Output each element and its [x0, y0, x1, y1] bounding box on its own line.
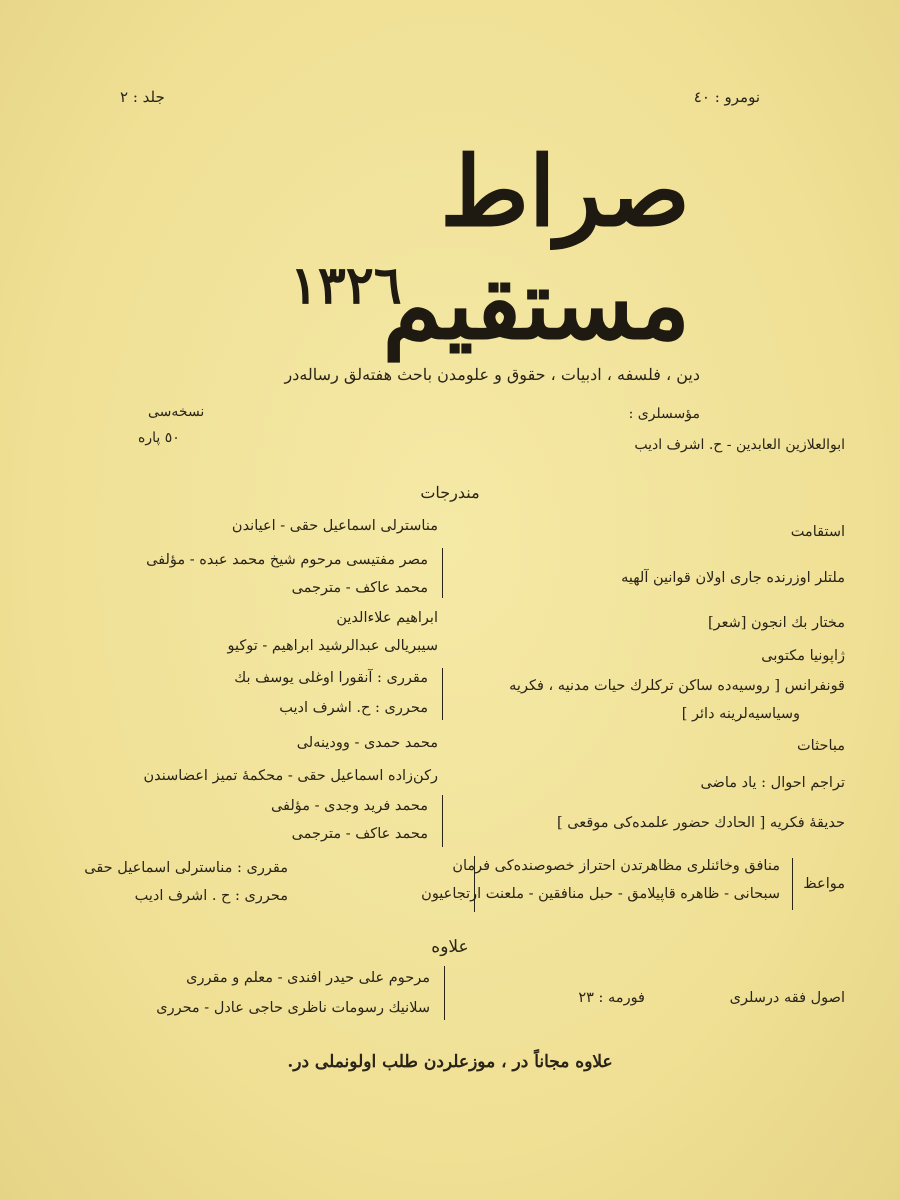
contents-title: قونفرانس [ روسیه‌ده ساکن ترکلرك حیات مدنیه ، فکریه — [509, 678, 845, 694]
contents-author: محمد عاکف - مترجمی — [291, 826, 428, 842]
mevaiz-author: مقرری : مناسترلی اسماعیل حقی — [84, 860, 288, 876]
contents-title: ژاپونیا مکتوبی — [761, 648, 845, 664]
contents-author: ابراهیم علاءالدین — [336, 610, 438, 626]
author-bracket — [438, 548, 443, 598]
price-value: ٥٠ پاره — [138, 430, 180, 446]
contents-title: مباحثات — [797, 738, 845, 754]
supplement-author: مرحوم علی حیدر افندی - معلم و مقرری — [186, 970, 430, 986]
contents-title: استقامت — [790, 524, 845, 540]
author-bracket — [438, 668, 443, 720]
mevaiz-divider — [470, 856, 475, 912]
contents-author: مناسترلی اسماعیل حقی - اعیاندن — [231, 518, 438, 534]
masthead-calligraphy — [230, 115, 730, 361]
supplement-title: اصول فقه درسلری — [729, 990, 845, 1006]
issue-number: نومرو : ٤٠ — [693, 88, 760, 106]
mevaiz-author: محرری : ح . اشرف ادیب — [134, 888, 288, 904]
contents-author: محرری : ح. اشرف ادیب — [279, 700, 428, 716]
volume-number: جلد : ٢ — [120, 88, 165, 106]
contents-title: مختار بك انجون [شعر] — [707, 615, 845, 631]
price-label: نسخه‌سی — [148, 404, 205, 420]
mevaiz-line: منافق وخائنلری مظاهرتدن احتراز خصوصنده‌کی فرمان — [452, 858, 780, 874]
contents-author: سیبریالی عبدالرشید ابراهیم - توکیو — [227, 638, 438, 654]
founders-names: ابوالعلازین العابدین - ح. اشرف ادیب — [634, 437, 845, 453]
journal-title: صراط مستقیم — [382, 135, 690, 361]
author-bracket — [438, 795, 443, 847]
contents-author: مقرری : آنقورا اوغلی یوسف بك — [234, 670, 428, 686]
contents-author: محمد حمدی - وودینه‌لی — [296, 735, 438, 751]
supplement-forma: فورمه : ٢٣ — [578, 990, 645, 1006]
contents-author: رکن‌زاده اسماعیل حقی - محکمهٔ تمیز اعضاسندن — [143, 768, 438, 784]
contents-title: ملتلر اوزرنده جاری اولان قوانین آلهیه — [621, 570, 845, 586]
contents-title: وسیاسیه‌لرینه دائر ] — [681, 706, 800, 722]
supplement-bracket — [440, 966, 445, 1020]
mevaiz-line: سبحانی - ظاهره قاپیلامق - حبل منافقین - ملعنت ارتجاعیون — [421, 886, 780, 902]
founders-label: مؤسسلری : — [628, 406, 700, 422]
supplement-author: سلانیك رسومات ناظری حاجی عادل - محرری — [156, 1000, 430, 1016]
contents-heading: مندرجات — [420, 483, 480, 502]
contents-title: تراجم احوال : یاد ماضی — [700, 775, 845, 791]
mevaiz-bracket — [788, 858, 793, 910]
journal-subtitle: دین ، فلسفه ، ادبیات ، حقوق و علومدن باحث هفته‌لق رساله‌در — [284, 365, 700, 384]
contents-author: مصر مفتیسی مرحوم شیخ محمد عبده - مؤلفی — [146, 552, 428, 568]
mevaiz-label: مواعظ — [803, 876, 845, 892]
supplement-note: علاوه مجاناً در ، موزعلردن طلب اولونملی در. — [287, 1052, 613, 1072]
contents-title: حدیقهٔ فکریه [ الحادك حضور علمده‌کی موقعی ] — [556, 815, 845, 831]
supplement-heading: علاوه — [431, 937, 469, 957]
masthead-year: ١٣٢٦ — [290, 255, 402, 316]
contents-author: محمد عاکف - مترجمی — [291, 580, 428, 596]
contents-author: محمد فرید وجدی - مؤلفی — [270, 798, 428, 814]
